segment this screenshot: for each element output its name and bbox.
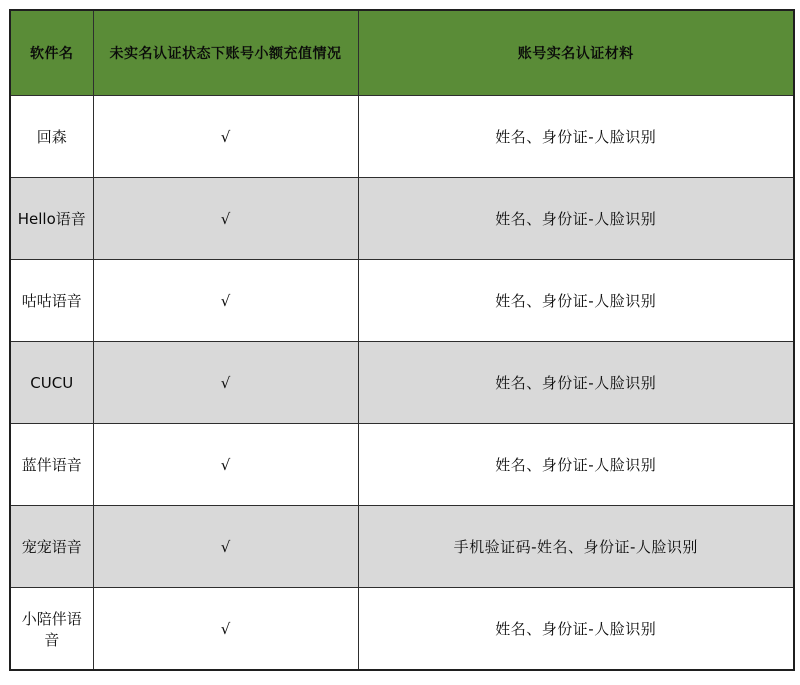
materials-cell: 姓名、身份证-人脸识别 (358, 342, 794, 424)
table-header-row (10, 10, 794, 96)
recharge-check-cell: √ (93, 588, 358, 671)
materials-cell: 姓名、身份证-人脸识别 (358, 424, 794, 506)
recharge-check-cell: √ (93, 260, 358, 342)
app-name-cell: 蓝伴语音 (10, 424, 93, 506)
materials-cell: 姓名、身份证-人脸识别 (358, 96, 794, 178)
table-row (10, 588, 794, 671)
materials-cell: 手机验证码-姓名、身份证-人脸识别 (358, 506, 794, 588)
app-name-cell: 宠宠语音 (10, 506, 93, 588)
table-row (10, 342, 794, 424)
recharge-check-cell: √ (93, 506, 358, 588)
table-row (10, 506, 794, 588)
recharge-check-cell: √ (93, 96, 358, 178)
header-app-name: 软件名 (10, 10, 93, 96)
header-auth-materials: 账号实名认证材料 (358, 10, 794, 96)
table-row (10, 96, 794, 178)
recharge-check-cell: √ (93, 424, 358, 506)
materials-cell: 姓名、身份证-人脸识别 (358, 260, 794, 342)
materials-cell: 姓名、身份证-人脸识别 (358, 178, 794, 260)
recharge-check-cell: √ (93, 178, 358, 260)
app-name-cell: 小陪伴语音 (10, 588, 93, 671)
recharge-check-cell: √ (93, 342, 358, 424)
table-row (10, 178, 794, 260)
table-row (10, 424, 794, 506)
app-name-cell: Hello语音 (10, 178, 93, 260)
app-auth-table (9, 9, 795, 671)
app-name-cell: 咕咕语音 (10, 260, 93, 342)
header-recharge-status: 未实名认证状态下账号小额充值情况 (93, 10, 358, 96)
app-name-cell: CUCU (10, 342, 93, 424)
app-name-cell: 回森 (10, 96, 93, 178)
table-row (10, 260, 794, 342)
materials-cell: 姓名、身份证-人脸识别 (358, 588, 794, 671)
